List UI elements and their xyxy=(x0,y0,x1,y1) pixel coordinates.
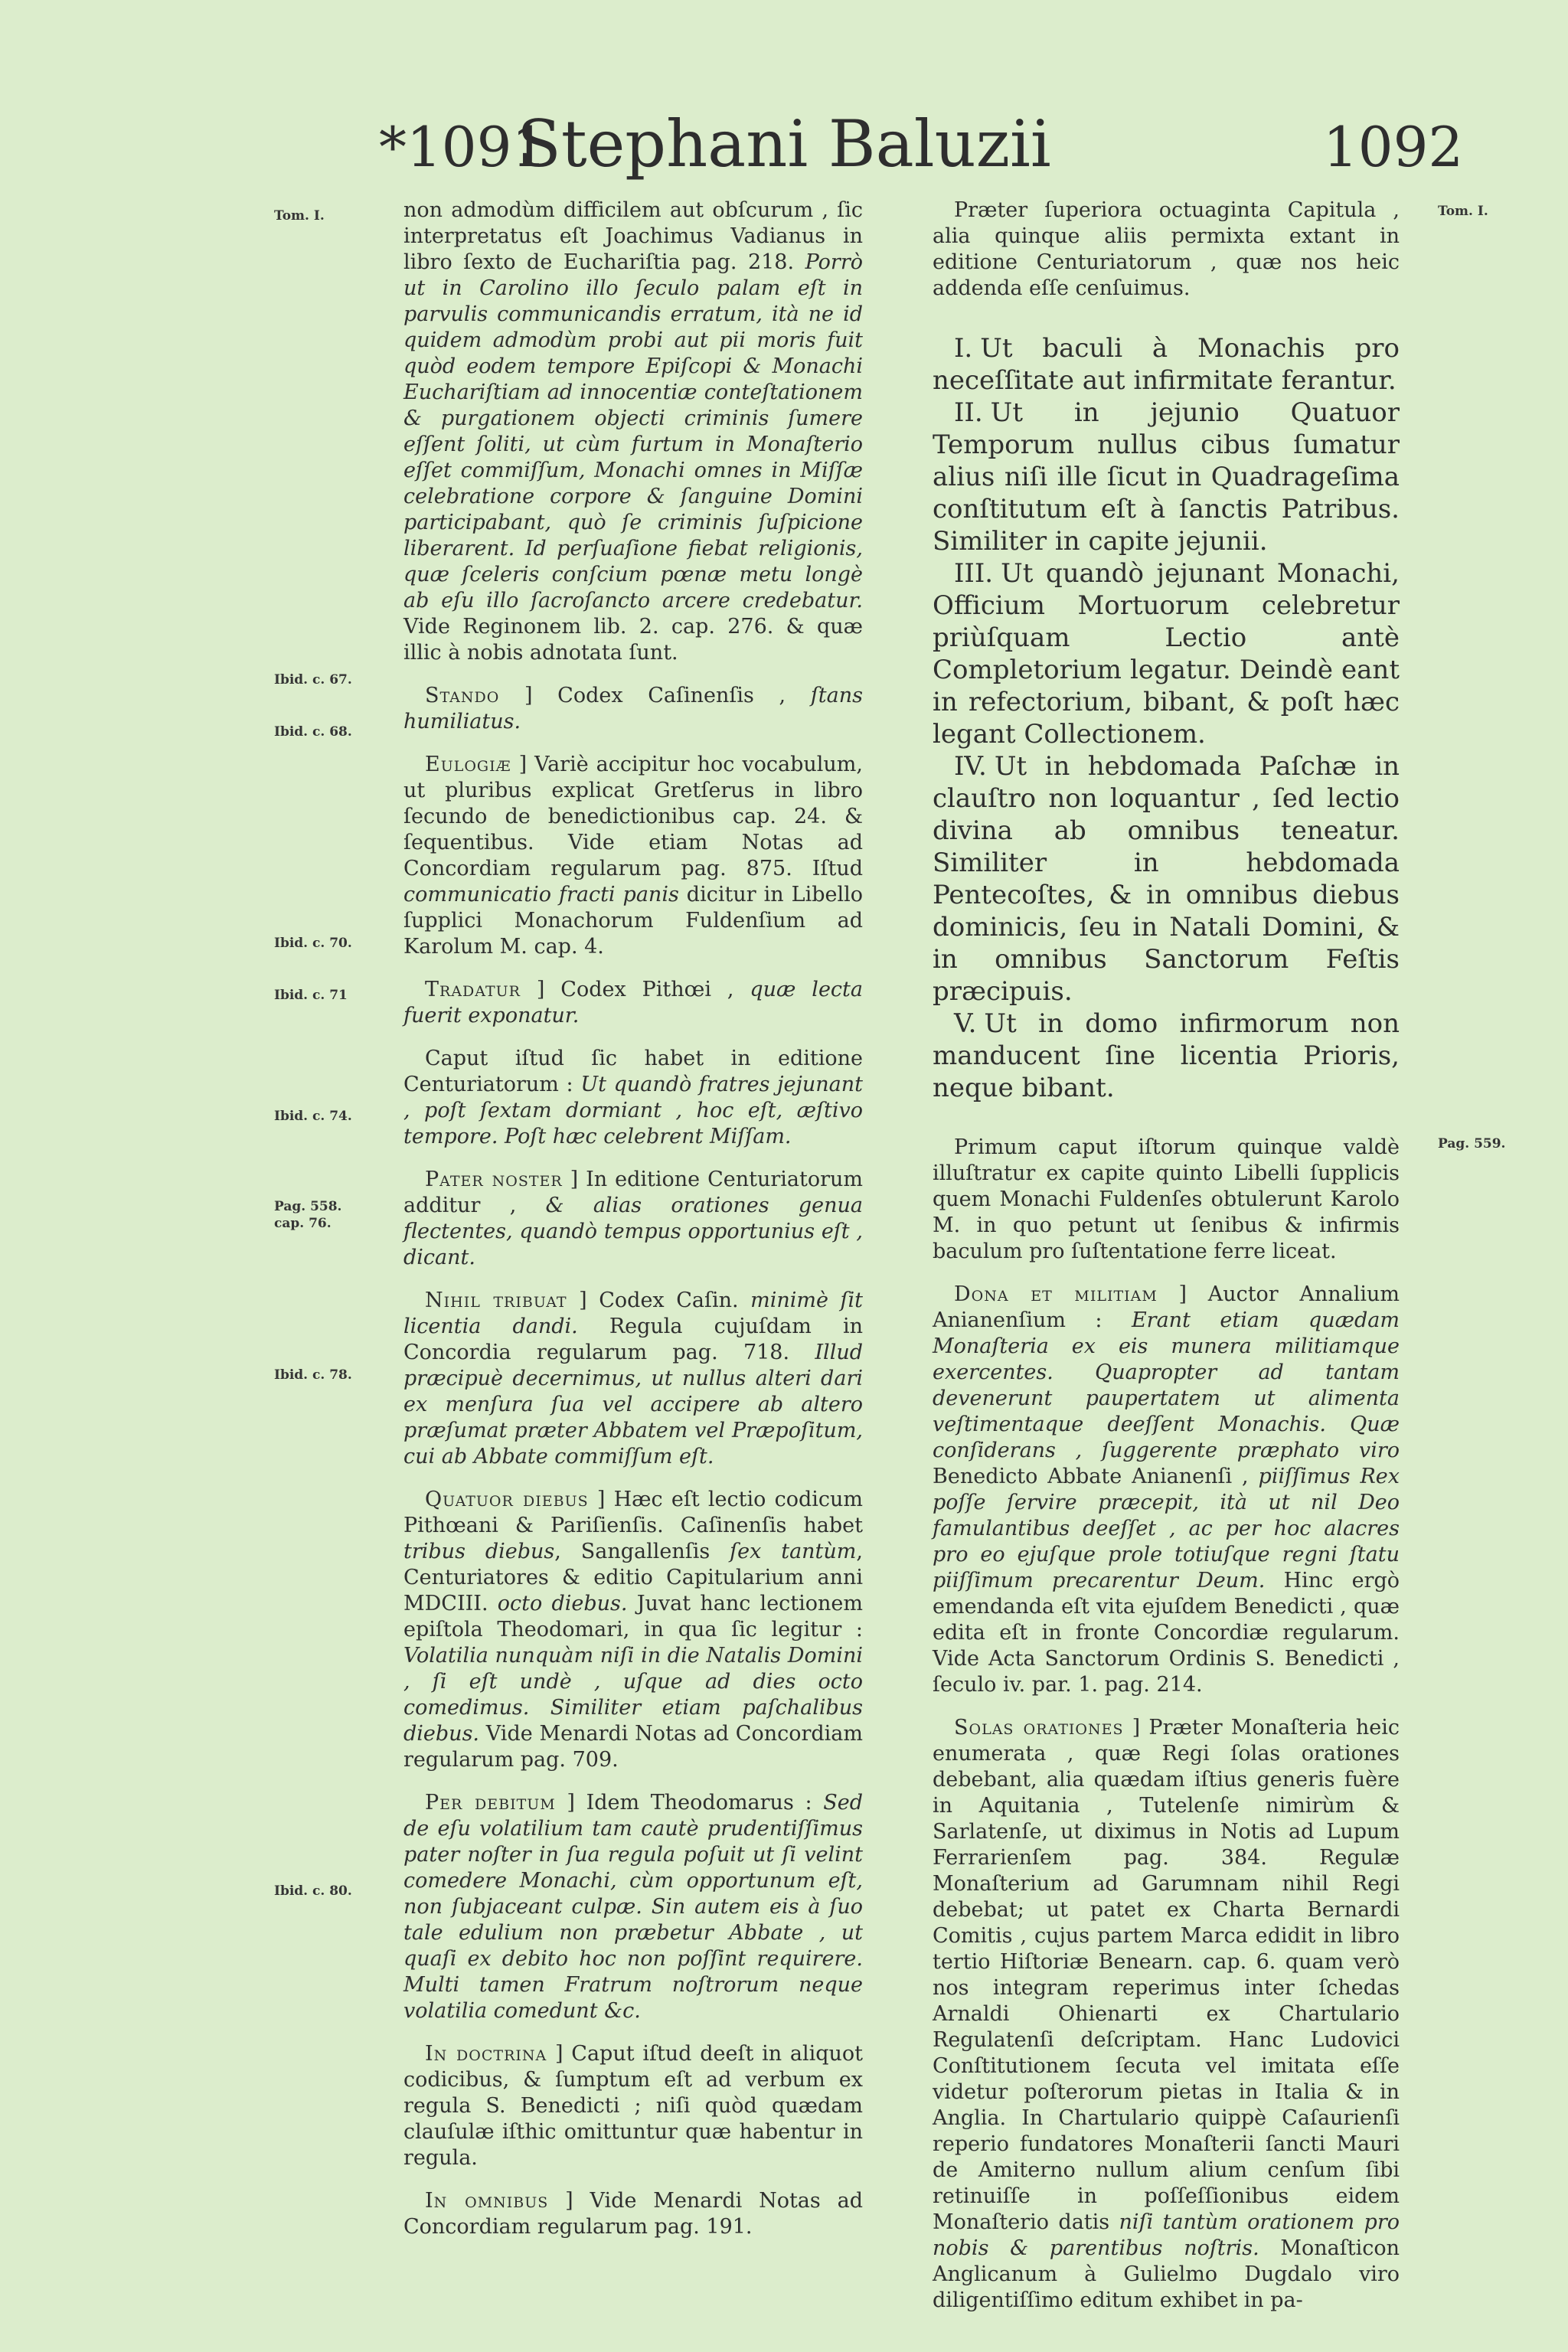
lemma: Per debitum xyxy=(425,1791,556,1815)
lemma: In omnibus xyxy=(425,2189,549,2213)
text-run: ] Vide Menardi Notas ad Concordiam regularum pag. 191. xyxy=(403,2189,863,2239)
paragraph xyxy=(403,198,863,666)
text-run: Hinc ergò emendanda eſt vita ejuſdem Benedicti , quæ edita eſt in fronte Concordiæ regularum. Vide Acta Sanctorum Ordinis S. Benedicti , ſeculo iv. par. 1. pag. 214. xyxy=(933,1569,1400,1697)
italic-run: Erant etiam quædam Monaſteria ex eis munera militiamque exercentes. Quapropter ad tantam devenerunt paupertatem ut alimenta veſtimentaque deeſſent Monachis. Quæ conſiderans , ſuggerente præphato viro xyxy=(933,1308,1400,1462)
capitulum-text: Ut baculi à Monachis pro neceſſitate aut infirmitate ferantur. xyxy=(933,333,1400,396)
note-tradatur xyxy=(403,977,863,1029)
text-run: ] Præter Monaſteria heic enumerata , quæ Regi ſolas orationes debebant, alia quædam iſtius generis fuère in Aquitania , Tutelenſe nimirùm & Sarlatenſe, ut diximus in Notis ad Lupum Ferrarienſem pag. 384. Regulæ Monaſterium ad Garumnam nihil Regi debebat; ut patet ex Charta Bernardi Comitis , cujus partem Marca edidit in libro tertio Hiſtoriæ Benearn. cap. 6. quam verò nos integram reperimus inter ſchedas Arnaldi Ohienarti ex Chartulario Regulatenſi deſcriptam. Hanc Ludovici Conſtitutionem ſecuta vel imitata eſſe videtur poſterorum pietas in Italia & in Anglia. In Chartulario quippè Caſaurienſi reperio fundatores Monaſterii ſancti Mauri de Amiterno nullum alium cenſum ſibi retinuiſſe in poſſeſſionibus eidem Monaſterio datis xyxy=(933,1716,1400,2234)
capitulum xyxy=(933,750,1400,1008)
note-eulogiae xyxy=(403,752,863,960)
text-run: ] Codex Caſin. xyxy=(567,1289,751,1312)
page-number-right: 1092 xyxy=(1323,115,1464,179)
capitula-list xyxy=(933,332,1400,1104)
capitulum-text: Ut quandò jejunant Monachi, Officium Mortuorum celebretur priùſquam Lectio antè Completorium legatur. Deindè eant in refectorium, bibant, & poſt hæc legant Collectionem. xyxy=(933,558,1400,750)
lemma: Tradatur xyxy=(425,978,521,1001)
margin-note-c67: Ibid. c. 67. xyxy=(274,672,352,688)
capitulum-number: III. xyxy=(954,558,994,589)
margin-note-c78: Ibid. c. 78. xyxy=(274,1367,352,1383)
text-run: Regula cujuſdam in Concordia regularum pag. 718. xyxy=(403,1315,863,1364)
italic-run: Sed de eſu volatilium tam cautè prudentiſſimus pater noſter in ſua regula poſuit ut ſi velint comedere Monachi, cùm opportunum eſt, non ſubjaceant culpæ. Sin autem eis à ſuo tale edulium non præbetur Abbate , ut quaſi ex debito hoc non poſſint requirere. Multi tamen Fratrum noſtrorum neque volatilia comedunt &c. xyxy=(403,1791,863,2023)
note-nihil-tribuat xyxy=(403,1288,863,1470)
text-run: ] Idem Theodomarus : xyxy=(555,1791,824,1815)
capitulum xyxy=(933,397,1400,557)
lemma: Stando xyxy=(425,684,500,707)
text-run: ] Caput iſtud deeſt in aliquot codicibus, & ſumptum eſt ad verbum ex regula S. Benedicti ; niſi quòd quædam clauſulæ iſthic omittuntur quæ habentur in regula. xyxy=(403,2042,863,2170)
margin-note-c71: Ibid. c. 71 xyxy=(274,988,348,1003)
italic-run: octo diebus. xyxy=(497,1592,628,1615)
note-solas-orationes xyxy=(933,1715,1400,2314)
capitulum-text: Ut in hebdomada Paſchæ in clauſtro non loquantur , ſed lectio divina ab omnibus teneatur. Similiter in hebdomada Pentecoſtes, & in omnibus diebus dominicis, ſeu in Natali Domini, & in omnibus Sanctorum Feſtis præcipuis. xyxy=(933,751,1400,1007)
italic-run: ſtans humiliatus. xyxy=(403,684,863,733)
capitulum-number: II. xyxy=(954,397,983,428)
note-in-omnibus xyxy=(403,2188,863,2240)
intro-paragraph: Præter ſuperiora octuaginta Capitula , alia quinque aliis permixta extant in editione Centuriatorum , quæ nos heic addenda eſſe cenſuimus. xyxy=(933,198,1400,300)
lemma: Quatuor diebus xyxy=(425,1488,589,1511)
right-column xyxy=(933,198,1400,2331)
note-pater-noster xyxy=(403,1167,863,1271)
italic-run: & alias orationes genua flectentes, quandò tempus opportunius eſt , dicant. xyxy=(403,1194,863,1269)
text-run: ] Variè accipitur hoc vocabulum, ut pluribus explicat Gretſerus in libro ſecundo de benedictionibus cap. 24. & ſequentibus. Vide etiam Notas ad Concordiam regularum pag. 875. Iſtud xyxy=(403,753,863,880)
italic-run: niſi tantùm orationem pro nobis & parentibus noſtris. xyxy=(933,2210,1400,2260)
italic-run: ſex tantùm xyxy=(730,1540,857,1563)
text-run: ] Hæc eſt lectio codicum Pithœani & Pariſienſis. Caſinenſis habet xyxy=(403,1488,864,1537)
page-number-left: *1091 xyxy=(379,115,547,179)
text-run: ] Codex Pithœi , xyxy=(520,978,750,1001)
italic-run: Illud præcipuè decernimus, ut nullus alteri dari ex menſura ſua vel accipere ab altero præſumat præter Abbatem vel Præpoſitum, cui ab Abbate commiſſum eſt. xyxy=(403,1341,863,1468)
italic-run: minimè ſit licentia dandi. xyxy=(403,1289,864,1338)
lemma: Dona et militiam xyxy=(954,1282,1158,1306)
text-run: ] Codex Caſinenſis , xyxy=(499,684,811,707)
note-dona-et-militiam xyxy=(933,1282,1400,1698)
capitulum-text: Ut in domo infirmorum non manducent ſine licentia Prioris, neque bibant. xyxy=(933,1008,1400,1103)
note-caput-istud xyxy=(403,1046,863,1150)
text-run: Vide Reginonem lib. 2. cap. 276. & quæ illic à nobis adnotata ſunt. xyxy=(403,615,863,665)
italic-run: tribus diebus xyxy=(403,1540,555,1563)
text-run: Juvat hanc lectionem epiſtola Theodomari, in qua ſic legitur : xyxy=(403,1592,864,1642)
capitulum-number: IV. xyxy=(954,751,987,782)
margin-note-pag558: Pag. 558. xyxy=(274,1199,342,1214)
text-run: non admodùm difficilem aut obſcurum , ſic interpretatus eſt Joachimus Vadianus in libro ſexto de Euchariſtia pag. 218. xyxy=(403,198,863,274)
margin-note-c68: Ibid. c. 68. xyxy=(274,724,352,740)
italic-run: communicatio fracti panis xyxy=(403,883,679,906)
text-run: ] Auctor Annalium Anianenſium : xyxy=(933,1282,1400,1332)
italic-run: Volatilia nunquàm niſi in die Natalis Domini , ſi eſt undè , uſque ad dies octo comedimus. Similiter etiam paſchalibus diebus. xyxy=(403,1644,863,1746)
capitulum-number: V. xyxy=(954,1008,977,1039)
text-run: , Sangallenſis xyxy=(554,1540,730,1563)
margin-note-cap76: cap. 76. xyxy=(274,1216,332,1231)
lemma: In doctrina xyxy=(425,2042,547,2066)
lemma: Pater noster xyxy=(425,1168,563,1191)
lemma: Solas orationes xyxy=(954,1716,1124,1740)
note-per-debitum xyxy=(403,1790,863,2024)
text-run: Caput iſtud ſic habet in editione Centuriatorum : xyxy=(403,1047,863,1096)
italic-run: quæ lecta fuerit exponatur. xyxy=(403,978,863,1027)
margin-note-pag559: Pag. 559. xyxy=(1438,1136,1506,1152)
note-in-doctrina xyxy=(403,2041,863,2171)
text-run: Vide Menardi Notas ad Concordiam regularum pag. 709. xyxy=(403,1722,863,1772)
lemma: Eulogiæ xyxy=(425,753,511,776)
running-head xyxy=(0,107,1568,191)
lemma: Nihil tribuat xyxy=(425,1289,567,1312)
capitulum-number: I. xyxy=(954,333,973,364)
italic-run: Ut quandò fratres jejunant , poſt ſextam dormiant , hoc eſt, æſtivo tempore. Poſt hæc celebrent Miſſam. xyxy=(403,1073,863,1148)
margin-note-tom-left: Tom. I. xyxy=(274,208,325,224)
note-stando xyxy=(403,683,863,735)
margin-note-tom-right: Tom. I. xyxy=(1438,204,1488,219)
text-run: dicitur in Libello ſupplici Monachorum Fuldenſium ad Karolum M. cap. 4. xyxy=(403,883,863,959)
note-primum-caput: Primum caput iſtorum quinque valdè illuſtratur ex capite quinto Libelli ſupplicis quem Monachi Fuldenſes obtulerunt Karolo M. in quo petunt ut ſenibus & infirmis baculum pro ſuſtentatione ferre liceat. xyxy=(933,1135,1400,1263)
running-title: Stephani Baluzii xyxy=(517,106,1051,181)
capitulum-text: Ut in jejunio Quatuor Temporum nullus cibus ſumatur alius niſi ille ſicut in Quadrageſima conſtitutum eſt à ſanctis Patribus. Similiter in capite jejunii. xyxy=(933,397,1400,557)
capitulum xyxy=(933,332,1400,397)
capitulum xyxy=(933,1008,1400,1104)
italic-run: Porrò ut in Carolino illo ſeculo palam eſt in parvulis communicandis erratum, ità ne id quidem admodùm probi aut pii moris fuit quòd eodem tempore Epiſcopi & Monachi Euchariſtiam ad innocentiæ conteſtationem & purgationem objecti criminis ſumere eſſent ſoliti, ut cùm furtum in Monaſterio eſſet commiſſum, Monachi omnes in Miſſæ celebratione corpore & ſanguine Domini participabant, quò ſe criminis ſuſpicione liberarent. Id perſuaſione fiebat religionis, quæ ſceleris conſcium pœnæ metu longè ab eſu illo ſacroſancto arcere credebatur. xyxy=(403,250,863,612)
text-run: Benedicto Abbate Anianenſi , xyxy=(933,1465,1259,1488)
italic-run: piiſſimus Rex poſſe ſervire præcepit, ità ut nil Deo famulantibus deeſſet , ac per hoc alacres pro eo ejuſque prole totiuſque regni ſtatu piiſſimum precarentur Deum. xyxy=(933,1465,1400,1592)
note-quatuor-diebus xyxy=(403,1487,863,1773)
text-run: ] In editione Centuriatorum additur , xyxy=(403,1168,863,1217)
margin-note-c74: Ibid. c. 74. xyxy=(274,1109,352,1124)
text-run: Monaſticon Anglicanum à Gulielmo Dugdalo viro diligentiſſimo editum exhibet in pa- xyxy=(933,2236,1400,2312)
text-run: , Centuriatores & editio Capitularium anni MDCIII. xyxy=(403,1540,863,1615)
left-column xyxy=(403,198,863,2257)
margin-note-c70: Ibid. c. 70. xyxy=(274,936,352,951)
capitulum xyxy=(933,557,1400,750)
margin-note-c80: Ibid. c. 80. xyxy=(274,1883,352,1899)
